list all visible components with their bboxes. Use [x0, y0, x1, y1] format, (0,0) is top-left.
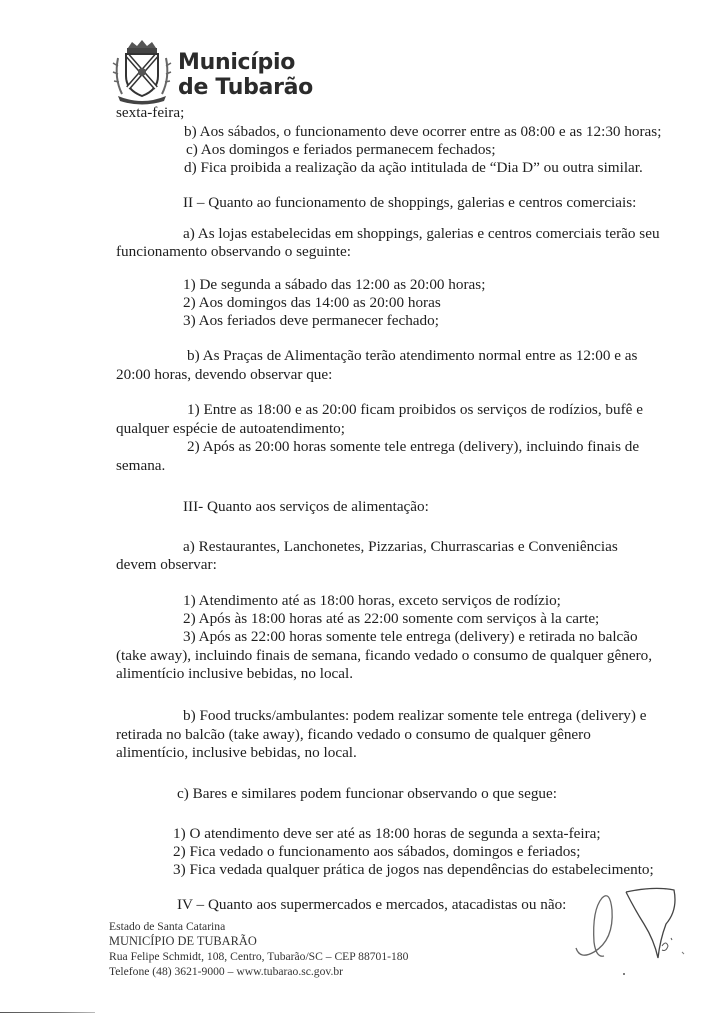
footer-state: Estado de Santa Catarina [109, 920, 226, 933]
section-3-c-item-3: 3) Fica vedada qualquer prática de jogos nas dependências do estabelecimento; [173, 861, 654, 878]
section-3-c-line: c) Bares e similares podem funcionar observando o que segue: [177, 785, 557, 802]
continuation-text: sexta-feira; [116, 104, 185, 121]
section-3-c-item-2: 2) Fica vedado o funcionamento aos sábados, domingos e feriados; [173, 843, 581, 860]
section-3-heading: III- Quanto aos serviços de alimentação: [183, 498, 429, 515]
handwritten-signature-icon [574, 880, 704, 995]
section-3-a-item-3-line3: alimentício inclusive bebidas, no local. [116, 665, 354, 682]
section-3-b-line1: b) Food trucks/ambulantes: podem realizar somente tele entrega (delivery) e [183, 707, 647, 724]
section-2-a-item-2: 2) Aos domingos das 14:00 as 20:00 horas [183, 294, 441, 311]
section-2-b-item-2-line2: semana. [116, 457, 166, 474]
brand-line-1: Município [178, 50, 296, 75]
footer-contact: Telefone (48) 3621-9000 – www.tubarao.sc.gov.br [109, 965, 344, 978]
section-2-a-line2: funcionamento observando o seguinte: [116, 243, 351, 260]
section-3-b-line3: alimentício, inclusive bebidas, no local. [116, 744, 357, 761]
section-2-b-item-1-line1: 1) Entre as 18:00 e as 20:00 ficam proibidos os serviços de rodízios, bufê e [187, 401, 643, 418]
section-2-heading: II – Quanto ao funcionamento de shoppings, galerias e centros comerciais: [183, 194, 637, 211]
section-3-b-line2: retirada no balcão (take away), ficando vedado o consumo de qualquer gênero [116, 726, 591, 743]
section-3-a-line2: devem observar: [116, 556, 217, 573]
item-c-sundays: c) Aos domingos e feriados permanecem fechados; [186, 141, 496, 158]
section-2-a-line1: a) As lojas estabelecidas em shoppings, galerias e centros comerciais terão seu [183, 225, 660, 242]
section-3-a-item-3-line1: 3) Após as 22:00 horas somente tele entrega (delivery) e retirada no balcão [183, 628, 638, 645]
section-2-a-item-3: 3) Aos feriados deve permanecer fechado; [183, 312, 439, 329]
section-3-a-item-2: 2) Após às 18:00 horas até as 22:00 somente com serviços à la carte; [183, 610, 600, 627]
section-2-b-line2: 20:00 horas, devendo observar que: [116, 366, 333, 383]
brand-line-2: de Tubarão [178, 75, 313, 100]
coat-of-arms-icon [110, 38, 174, 111]
section-3-a-item-3-line2: (take away), incluindo finais de semana, ficando vedado o consumo de qualquer gênero, [116, 647, 653, 664]
item-b-saturdays: b) Aos sábados, o funcionamento deve ocorrer entre as 08:00 e as 12:30 horas; [184, 123, 662, 140]
section-4-heading: IV – Quanto aos supermercados e mercados, atacadistas ou não: [177, 896, 567, 913]
section-2-b-item-2-line1: 2) Após as 20:00 horas somente tele entrega (delivery), incluindo finais de [187, 438, 640, 455]
section-3-c-item-1: 1) O atendimento deve ser até as 18:00 horas de segunda a sexta-feira; [173, 825, 601, 842]
brand-title [178, 50, 313, 100]
footer-municipality: MUNICÍPIO DE TUBARÃO [109, 934, 257, 948]
item-d-dia-d: d) Fica proibida a realização da ação intitulada de “Dia D” ou outra similar. [184, 159, 643, 176]
section-3-a-item-1: 1) Atendimento até as 18:00 horas, exceto serviços de rodízio; [183, 592, 561, 609]
section-2-b-line1: b) As Praças de Alimentação terão atendimento normal entre as 12:00 e as [187, 347, 638, 364]
footer-address: Rua Felipe Schmidt, 108, Centro, Tubarão/SC – CEP 88701-180 [109, 950, 409, 963]
section-2-a-item-1: 1) De segunda a sábado das 12:00 as 20:00 horas; [183, 276, 486, 293]
page-edge-rule [0, 1012, 95, 1013]
section-3-a-line1: a) Restaurantes, Lanchonetes, Pizzarias, Churrascarias e Conveniências [183, 538, 618, 555]
section-2-b-item-1-line2: qualquer espécie de autoatendimento; [116, 420, 345, 437]
